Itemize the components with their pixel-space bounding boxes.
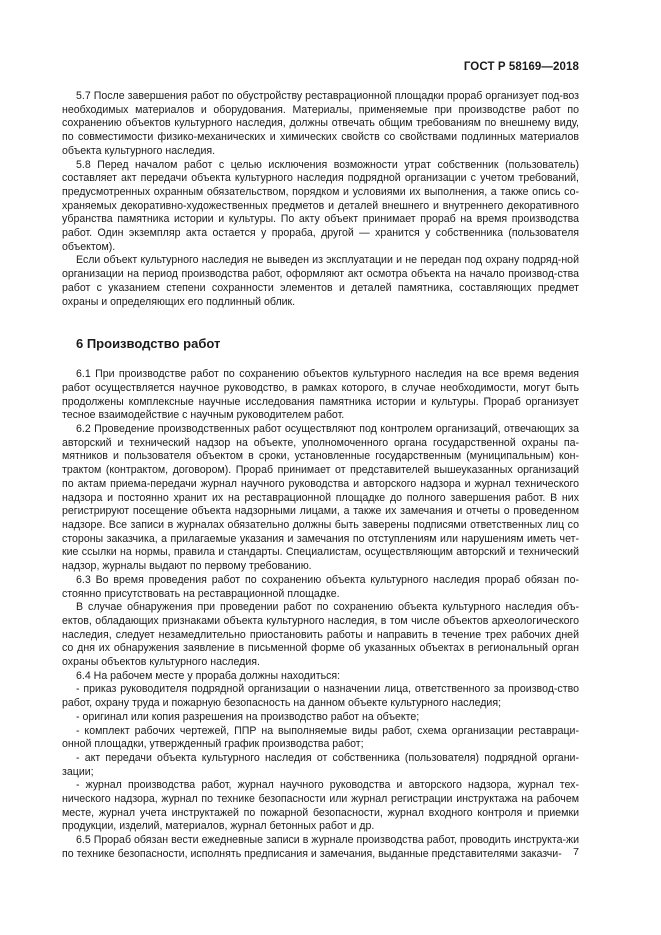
paragraph-6-3-continued: В случае обнаружения при проведении работ по сохранению объекта культурного наследия объ-ектов, обладающих признаками объекта культурного наследия, в том числе объектов археологического наследия, следует незамедлительно приостановить работы и направить в течение трех рабочих дней со дня их обнаружения заявление в письменной форме об указанных объектах в региональный орган охраны объектов культурного наследия. xyxy=(62,601,579,669)
paragraph-6-5: 6.5 Прораб обязан вести ежедневные записи в журнале производства работ, проводить инструкта-жи по технике безопасности, исполнять предписания и замечания, выданные представителями заказчи- xyxy=(62,834,579,860)
paragraph-5-8: 5.8 Перед началом работ с целью исключения возможности утрат собственник (пользователь) составляет акт передачи объекта культурного наследия подрядной организации с учетом требований, предусмотренных охранным обязательством, порядком и условиями их выполнения, а также опись со-храняемых декоративно-художественных предметов и деталей внешнего и внутреннего декоративного убранства памятника истории и культуры. По акту объект принимает прораб на время производства работ. Один экземпляр акта остается у прораба, другой — хранится у собственника (пользователя объектом). xyxy=(62,158,579,253)
list-item: - оригинал или копия разрешения на производство работ на объекте; xyxy=(76,710,420,723)
paragraph-6-2: 6.2 Проведение производственных работ осуществляют под контролем организаций, отвечающих за авторский и технический надзор на объекте, уполномоченного органа государственной охраны па-мятников и пользователя объектом в сроки, установленные государственным (муниципальным) кон-трактом (контрактом, договором). Прораб принимает от представителей вышеуказанных организаций по актам приема-передачи журнал научного руководства и авторского надзора и журнал технического надзора и постоянно хранит их на реставрационной площадке до полного завершения работ. В них регистрируют посещение объекта надзорными лицами, а также их замечания и отчеты о проведенном надзоре. Все записи в журналах обязательно должны быть заверены подписями ответственных лиц со стороны заказчика, а прилагаемые указания и замечания по отступлениям или нарушениям иметь чет-кие ссылки на нормы, правила и стандарты. Специалистам, осуществляющим авторский и технический надзор, журналы выдают по первому требованию. xyxy=(62,423,579,573)
section-title: 6 Производство работ xyxy=(76,336,221,352)
list-item: - комплект рабочих чертежей, ППР на выполняемые виды работ, схема организации реставраци-онной площадки, утвержденный график производства работ; xyxy=(62,724,579,751)
paragraph-5-8-continued: Если объект культурного наследия не выведен из эксплуатации и не передан под охрану подряд-ной организации на период производства работ, оформляют акт осмотра объекта на начало производ-ства работ с указанием степени сохранности элементов и деталей памятника, составляющих предмет охраны и определяющих его подлинный облик. xyxy=(62,254,579,308)
paragraph-6-1: 6.1 При производстве работ по сохранению объектов культурного наследия на все время ведения работ осуществляется научное руководство, в рамках которого, в случае необходимости, могут быть продолжены комплексные научные исследования памятника истории и культуры. Прораб организует тесное взаимодействие с научным руководителем работ. xyxy=(62,368,579,422)
paragraph-5-7: 5.7 После завершения работ по обустройству реставрационной площадки прораб организует под-воз необходимых материалов и оборудования. Материалы, применяемые при производстве работ по сохранению объектов культурного наследия, должны отвечать общим требованиям по внешнему виду, по совместимости физико-механических и химических свойств со свойствами подлинных материалов объекта культурного наследия. xyxy=(62,90,579,157)
list-item: - акт передачи объекта культурного наследия от собственника (пользователя) подрядной органи-зации; xyxy=(62,751,579,778)
list-item: - журнал производства работ, журнал научного руководства и авторского надзора, журнал тех-нического надзора, журнал по технике безопасности или журнал регистрации инструктажа на рабочем месте, журнал учета инструктажей по пожарной безопасности, журнал входного контроля и приемки продукции, изделий, материалов, журнал бетонных работ и др. xyxy=(62,779,579,833)
document-standard-code: ГОСТ Р 58169—2018 xyxy=(463,61,579,73)
page-number: 7 xyxy=(573,846,579,858)
paragraph-6-3: 6.3 Во время проведения работ по сохранению объекта культурного наследия прораб обязан по-стоянно присутствовать на реставрационной площадке. xyxy=(62,573,579,600)
list-item: - приказ руководителя подрядной организации о назначении лица, ответственного за производ-ство работ, охрану труда и пожарную безопасность на данном объекте культурного наследия; xyxy=(62,683,579,710)
paragraph-6-4: 6.4 На рабочем месте у прораба должны находиться: xyxy=(76,669,341,682)
document-body xyxy=(62,90,579,862)
